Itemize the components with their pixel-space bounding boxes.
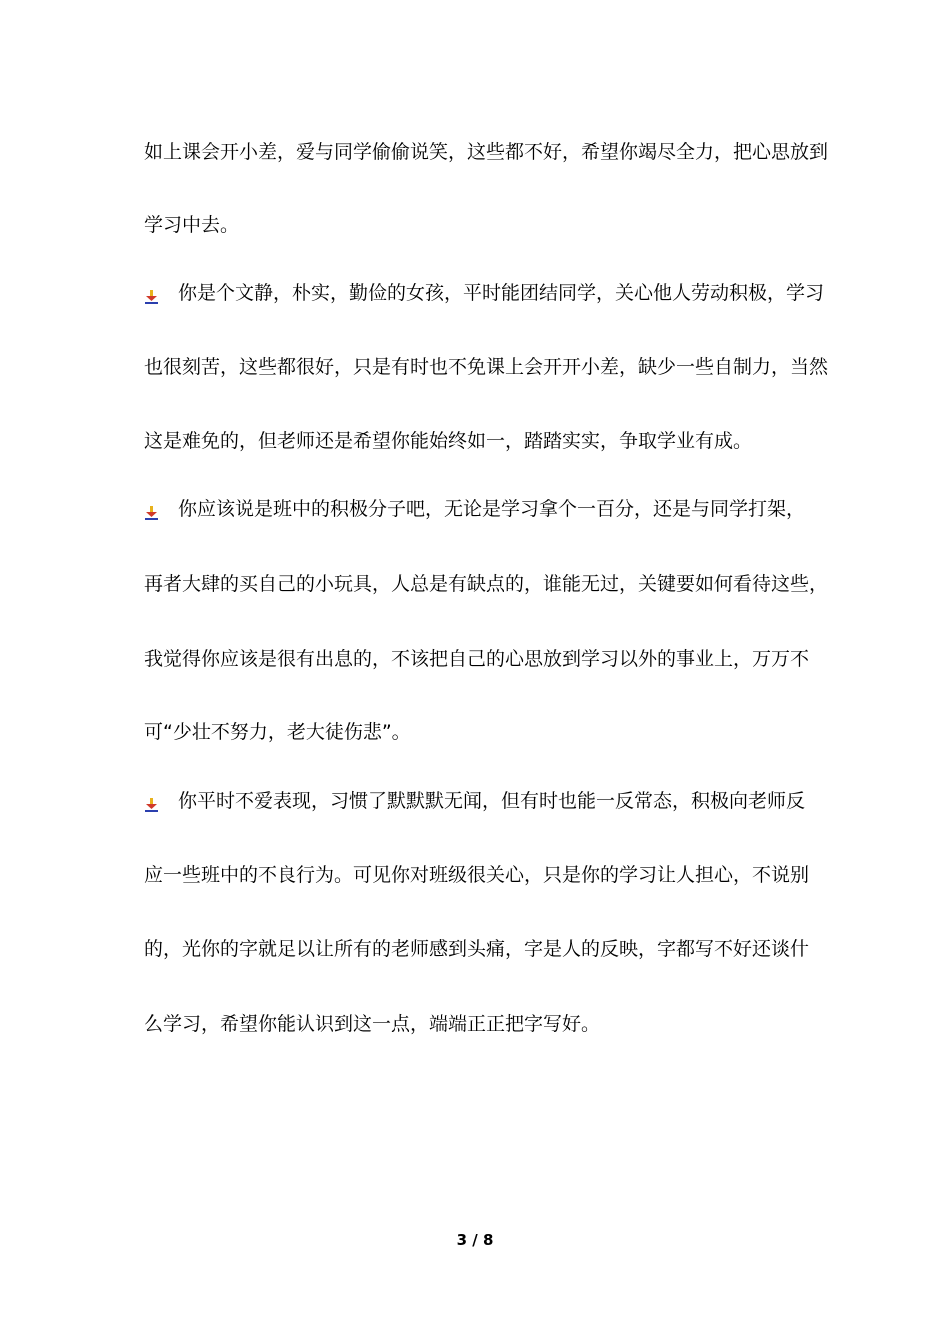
paragraph-1-line-2: 学习中去。: [144, 214, 240, 236]
paragraph-3-line-4: 可“少壮不努力，老大徒伤悲”。: [144, 721, 411, 743]
page-number: 3 / 8: [456, 1231, 494, 1249]
paragraph-3-line-1-text: 你应该说是班中的积极分子吧，无论是学习拿个一百分，还是与同学打架，: [178, 498, 806, 520]
arrow-bullet-icon: [144, 285, 160, 301]
paragraph-1-line-1: 如上课会开小差，爱与同学偷偷说笑，这些都不好，希望你竭尽全力，把心思放到: [144, 141, 829, 163]
paragraph-4-line-2: 应一些班中的不良行为。可见你对班级很关心，只是你的学习让人担心，不说别: [144, 864, 810, 886]
paragraph-3-line-3: 我觉得你应该是很有出息的，不该把自己的心思放到学习以外的事业上，万万不: [144, 648, 810, 670]
paragraph-4-line-1-text: 你平时不爱表现，习惯了默默默无闻，但有时也能一反常态，积极向老师反: [178, 790, 806, 812]
paragraph-4-line-4: 么学习，希望你能认识到这一点，端端正正把字写好。: [144, 1013, 601, 1035]
paragraph-2-line-3: 这是难免的，但老师还是希望你能始终如一，踏踏实实，争取学业有成。: [144, 430, 753, 452]
paragraph-2-line-2: 也很刻苦，这些都很好，只是有时也不免课上会开开小差，缺少一些自制力，当然: [144, 356, 829, 378]
arrow-bullet-icon: [144, 793, 160, 809]
paragraph-2-line-1-text: 你是个文静，朴实，勤俭的女孩，平时能团结同学，关心他人劳动积极，学习: [178, 282, 825, 304]
paragraph-4-line-3: 的，光你的字就足以让所有的老师感到头痛，字是人的反映，字都写不好还谈什: [144, 938, 810, 960]
arrow-bullet-icon: [144, 501, 160, 517]
paragraph-3-line-2: 再者大肆的买自己的小玩具，人总是有缺点的，谁能无过，关键要如何看待这些，: [144, 573, 829, 595]
